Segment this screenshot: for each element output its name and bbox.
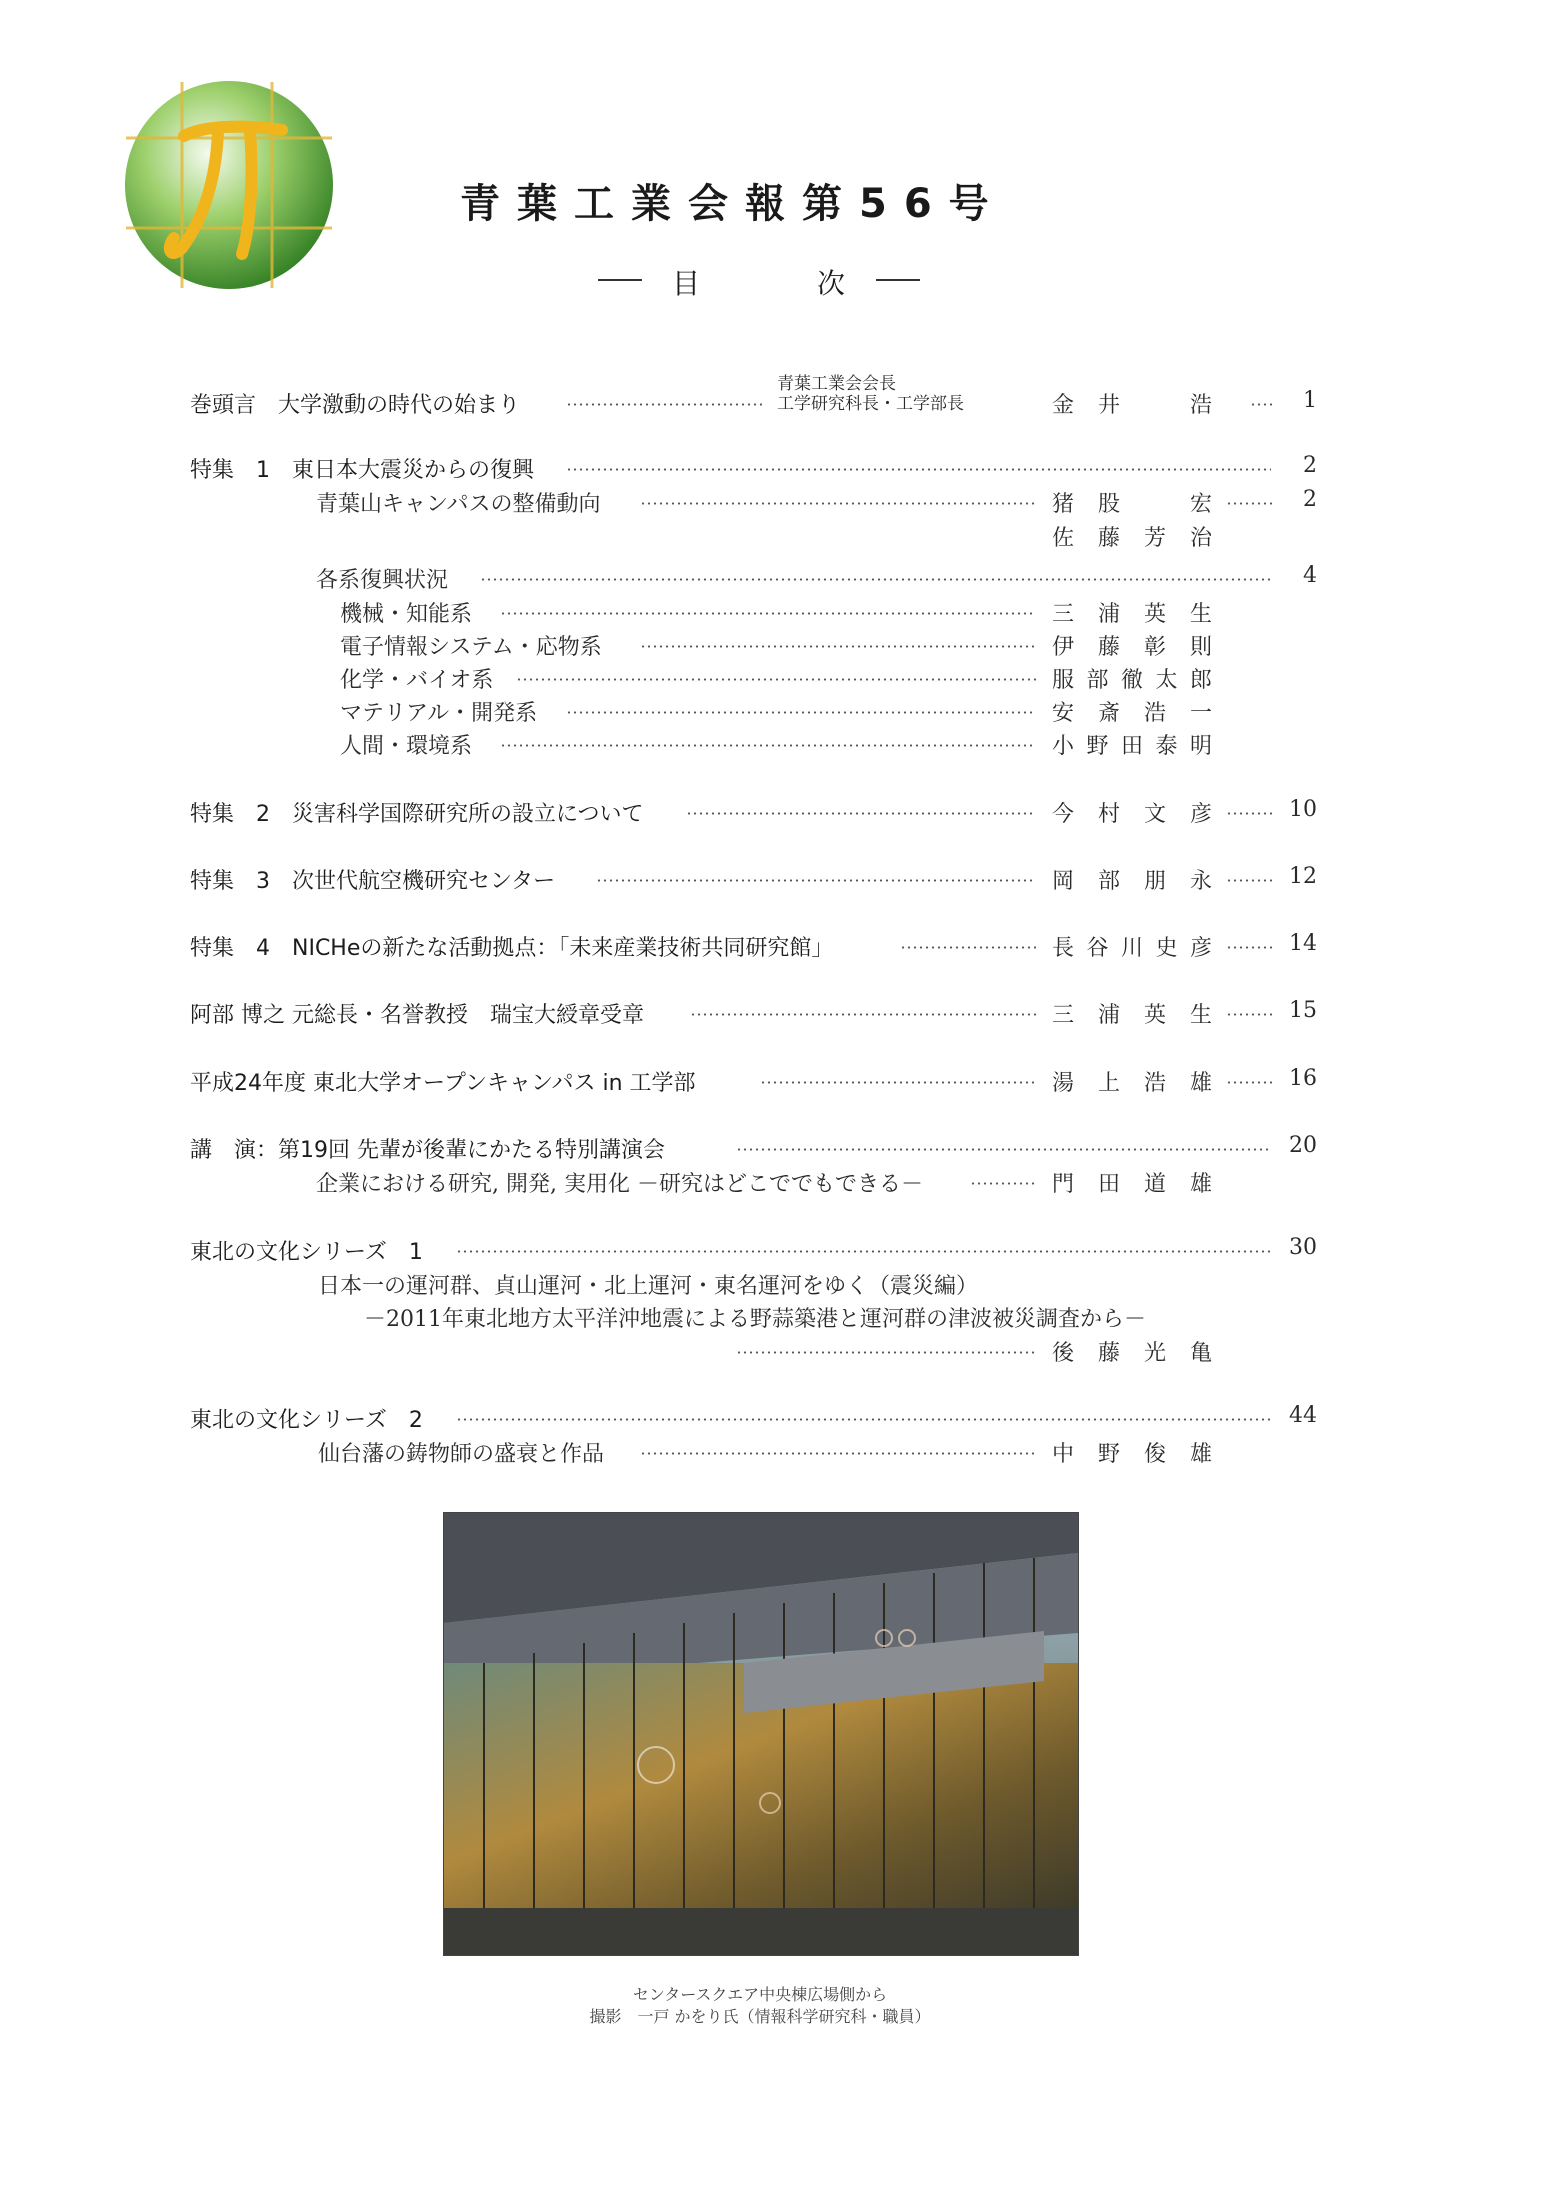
toc-entry-feature-3[interactable] <box>0 864 1545 896</box>
heading-char-left: 目 <box>672 267 701 300</box>
toc-entry-feature-4[interactable] <box>0 931 1545 963</box>
toc-heading <box>598 262 938 298</box>
toc-entry-lecture[interactable] <box>0 1133 1545 1165</box>
toc-entry-preface[interactable] <box>0 388 1545 420</box>
page-number: 30 <box>1289 1235 1317 1260</box>
leader-dots <box>1226 879 1274 882</box>
section-title: 巻頭言 大学激動の時代の始まり <box>190 393 521 418</box>
leader-dots <box>566 403 766 406</box>
author: 中野俊雄 <box>1052 1442 1212 1467</box>
toc-entry-recovery[interactable] <box>0 563 1545 595</box>
leader-dots <box>640 1452 1036 1455</box>
affiliation-line: 青葉工業会会長 <box>777 374 896 394</box>
leader-dots <box>1226 946 1274 949</box>
subentry-title: 人間・環境系 <box>340 734 473 759</box>
page-number: 12 <box>1289 864 1317 889</box>
author: 金井 浩 <box>1052 393 1212 418</box>
author: 今村文彦 <box>1052 802 1212 827</box>
article-title: 日本一の運河群、貞山運河・北上運河・東名運河をゆく（震災編） <box>318 1274 979 1299</box>
page-number: 2 <box>1303 453 1317 478</box>
author: 佐藤芳治 <box>1052 526 1212 551</box>
article-title: 仙台藩の鋳物師の盛衰と作品 <box>318 1442 605 1467</box>
building-photo <box>443 1512 1079 1956</box>
leader-dots <box>640 645 1036 648</box>
page-number: 14 <box>1289 931 1317 956</box>
section-title: 東北の文化シリーズ 2 <box>190 1408 423 1433</box>
leader-dots <box>1250 403 1274 406</box>
leader-dots <box>736 1351 1036 1354</box>
caption-line: 撮影 一戸 かをり氏（情報科学研究科・職員） <box>589 2007 931 2026</box>
toc-entry-campus-coauthor <box>0 521 1545 553</box>
leader-dots <box>1226 1081 1274 1084</box>
leader-dots <box>970 1182 1036 1185</box>
author: 服部徹太郎 <box>1052 668 1212 693</box>
heading-dash-right <box>876 279 920 281</box>
toc-subentry[interactable] <box>0 663 1545 695</box>
heading-char-right: 次 <box>817 267 846 300</box>
author: 猪股 宏 <box>1052 492 1212 517</box>
leader-dots <box>500 612 1036 615</box>
leader-dots <box>690 1013 1036 1016</box>
author: 門田道雄 <box>1052 1172 1212 1197</box>
leader-dots <box>686 812 1036 815</box>
toc-entry-culture-2[interactable] <box>0 1403 1545 1435</box>
page-number: 2 <box>1303 487 1317 512</box>
toc-subentry[interactable] <box>0 696 1545 728</box>
article-title: 企業における研究, 開発, 実用化 －研究はどこででもできる－ <box>316 1172 923 1197</box>
author: 後藤光亀 <box>1052 1341 1212 1366</box>
author: 湯上浩雄 <box>1052 1071 1212 1096</box>
section-title: 特集 2 災害科学国際研究所の設立について <box>190 802 644 827</box>
subentry-title: 電子情報システム・応物系 <box>340 635 602 660</box>
leader-dots <box>1226 1013 1274 1016</box>
author: 小野田泰明 <box>1052 734 1212 759</box>
author: 三浦英生 <box>1052 1003 1212 1028</box>
aoba-logo <box>122 78 336 292</box>
affiliation-line: 工学研究科長・工学部長 <box>777 394 964 414</box>
toc-entry-campus[interactable] <box>0 487 1545 519</box>
toc-subentry[interactable] <box>0 597 1545 629</box>
author: 三浦英生 <box>1052 602 1212 627</box>
leader-dots <box>500 744 1036 747</box>
page-number: 44 <box>1289 1403 1317 1428</box>
toc-entry-lecture-talk[interactable] <box>0 1167 1545 1199</box>
article-title: 青葉山キャンパスの整備動向 <box>316 492 601 517</box>
leader-dots <box>456 1250 1271 1253</box>
leader-dots <box>1226 812 1274 815</box>
leader-dots <box>566 711 1036 714</box>
toc-entry-culture-1-author <box>0 1336 1545 1368</box>
section-title: 講 演：第19回 先輩が後輩にかたる特別講演会 <box>190 1138 665 1163</box>
toc-entry-feature-2[interactable] <box>0 797 1545 829</box>
leader-dots <box>596 879 1036 882</box>
subentry-title: マテリアル・開発系 <box>340 701 538 726</box>
page-number: 1 <box>1303 388 1317 413</box>
page-title: 青葉工業会報第56号 <box>460 181 1006 227</box>
page-number: 10 <box>1289 797 1317 822</box>
author: 伊藤彰則 <box>1052 635 1212 660</box>
author: 岡部朋永 <box>1052 869 1212 894</box>
leader-dots <box>456 1418 1271 1421</box>
page-number: 16 <box>1289 1066 1317 1091</box>
section-title: 特集 4 NICHeの新たな活動拠点：「未来産業技術共同研究館」 <box>190 936 834 961</box>
toc-entry-culture-1-subtitle <box>0 1302 1545 1334</box>
leader-dots <box>1226 502 1274 505</box>
leader-dots <box>480 578 1271 581</box>
subentry-title: 機械・知能系 <box>340 602 473 627</box>
toc-entry-abe-award[interactable] <box>0 998 1545 1030</box>
caption-line: センタースクエア中央棟広場側から <box>632 1985 888 2004</box>
page-number: 4 <box>1303 563 1317 588</box>
subentry-title: 化学・バイオ系 <box>340 668 494 693</box>
author: 長谷川史彦 <box>1052 936 1212 961</box>
photo-caption <box>480 1984 1040 2028</box>
author: 安斎浩一 <box>1052 701 1212 726</box>
leader-dots <box>900 946 1036 949</box>
author-affiliation <box>777 374 1017 414</box>
section-title: 阿部 博之 元総長・名誉教授 瑞宝大綬章受章 <box>190 1003 644 1028</box>
toc-entry-culture-1[interactable] <box>0 1235 1545 1267</box>
heading-dash-left <box>598 279 642 281</box>
leader-dots <box>736 1148 1271 1151</box>
section-title: 平成24年度 東北大学オープンキャンパス in 工学部 <box>190 1071 696 1096</box>
page-number: 15 <box>1289 998 1317 1023</box>
article-subtitle: －2011年東北地方太平洋沖地震による野蒜築港と運河群の津波被災調査から－ <box>364 1307 1146 1332</box>
section-title: 東北の文化シリーズ 1 <box>190 1240 423 1265</box>
toc-entry-culture-1-title[interactable] <box>0 1269 1545 1301</box>
section-title: 特集 3 次世代航空機研究センター <box>190 869 556 894</box>
toc-entry-feature-1[interactable] <box>0 453 1545 485</box>
toc-entry-open-campus[interactable] <box>0 1066 1545 1098</box>
leader-dots <box>640 502 1036 505</box>
toc-entry-culture-2-article[interactable] <box>0 1437 1545 1469</box>
toc-subentry[interactable] <box>0 729 1545 761</box>
toc-subentry[interactable] <box>0 630 1545 662</box>
section-title: 特集 1 東日本大震災からの復興 <box>190 458 534 483</box>
leader-dots <box>760 1081 1036 1084</box>
article-title: 各系復興状況 <box>316 568 449 593</box>
leader-dots <box>566 468 1271 471</box>
leader-dots <box>516 678 1036 681</box>
page-number: 20 <box>1289 1133 1317 1158</box>
